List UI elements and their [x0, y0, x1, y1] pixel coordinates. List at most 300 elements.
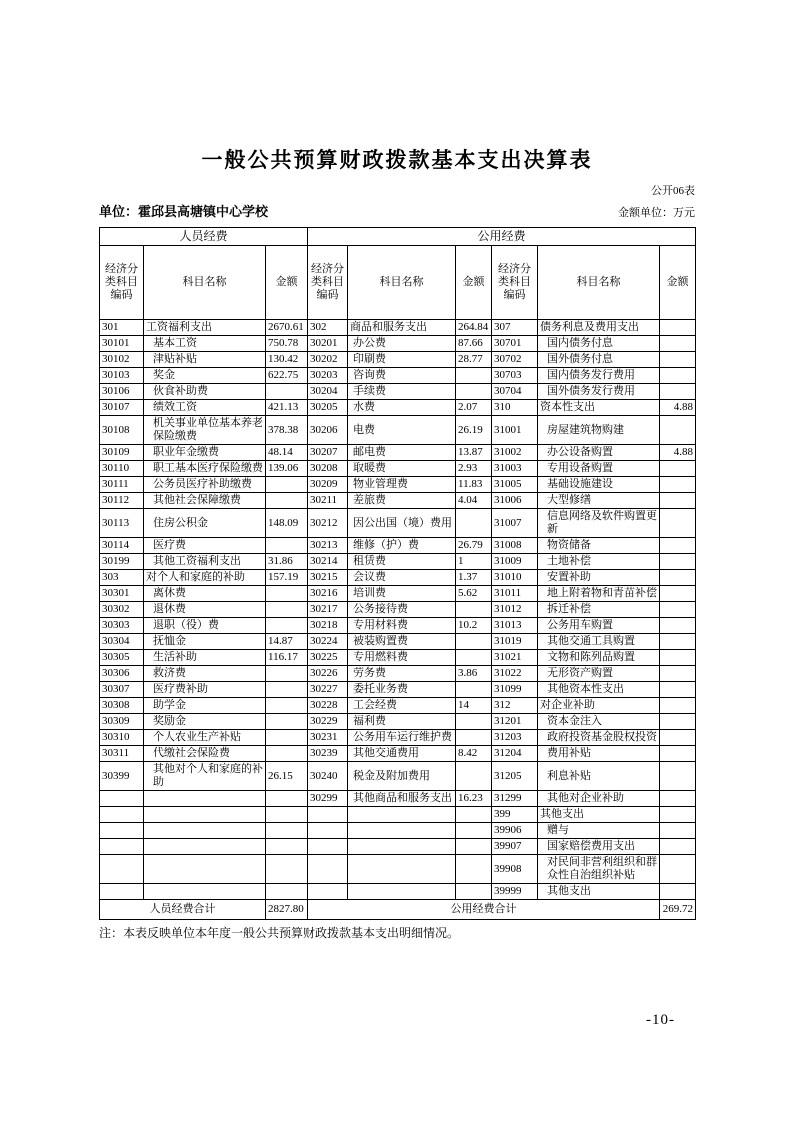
- amount-unit-label: 金额单位：万元: [618, 207, 695, 219]
- code-cell: 30114: [100, 538, 144, 554]
- code-cell: 31003: [492, 461, 538, 477]
- table-row: [100, 650, 696, 666]
- personnel-total-label: 人员经费合计: [100, 900, 266, 920]
- code-cell: 31022: [492, 666, 538, 682]
- table-row: [100, 666, 696, 682]
- subject-name-cell: [144, 807, 266, 823]
- table-row: [100, 839, 696, 855]
- table-row: [100, 762, 696, 791]
- code-cell: 30307: [100, 682, 144, 698]
- table-row: [100, 461, 696, 477]
- amount-cell: [266, 666, 308, 682]
- table-row: [100, 336, 696, 352]
- subject-name-cell: 其他工资福利支出: [144, 554, 266, 570]
- code-column-header: 经济分类科目编码: [308, 246, 348, 320]
- subject-name-cell: 取暖费: [348, 461, 456, 477]
- column-header-row: [100, 246, 696, 320]
- code-cell: 30107: [100, 400, 144, 416]
- group-header-row: [100, 228, 696, 246]
- code-cell: 30229: [308, 714, 348, 730]
- code-cell: 31019: [492, 634, 538, 650]
- amount-column-header: 金额: [660, 246, 696, 320]
- subject-name-cell: 安置补助: [538, 570, 660, 586]
- total-row: [100, 900, 696, 920]
- code-cell: 31013: [492, 618, 538, 634]
- code-cell: 30202: [308, 352, 348, 368]
- code-cell: 307: [492, 320, 538, 336]
- amount-cell: [266, 618, 308, 634]
- subject-name-cell: 公务用车购置: [538, 618, 660, 634]
- amount-cell: 378.38: [266, 416, 308, 445]
- amount-cell: [266, 884, 308, 900]
- amount-cell: [266, 538, 308, 554]
- amount-cell: [660, 493, 696, 509]
- code-cell: 31008: [492, 538, 538, 554]
- subject-name-cell: 伙食补助费: [144, 384, 266, 400]
- amount-cell: [456, 730, 492, 746]
- code-cell: 30209: [308, 477, 348, 493]
- code-cell: 30106: [100, 384, 144, 400]
- code-cell: 31010: [492, 570, 538, 586]
- subject-name-cell: 物资储备: [538, 538, 660, 554]
- amount-cell: [456, 762, 492, 791]
- amount-cell: [456, 602, 492, 618]
- amount-cell: [266, 791, 308, 807]
- subject-name-cell: 邮电费: [348, 445, 456, 461]
- subject-name-cell: 其他对个人和家庭的补助: [144, 762, 266, 791]
- amount-cell: 264.84: [456, 320, 492, 336]
- subject-name-cell: 国外债务付息: [538, 352, 660, 368]
- amount-cell: [660, 714, 696, 730]
- subject-name-cell: 差旅费: [348, 493, 456, 509]
- amount-cell: 13.87: [456, 445, 492, 461]
- amount-cell: 10.2: [456, 618, 492, 634]
- amount-cell: 130.42: [266, 352, 308, 368]
- amount-cell: [660, 320, 696, 336]
- code-cell: 30231: [308, 730, 348, 746]
- code-cell: 39907: [492, 839, 538, 855]
- amount-cell: 148.09: [266, 509, 308, 538]
- code-column-header: 经济分类科目编码: [492, 246, 538, 320]
- subject-name-cell: 对企业补助: [538, 698, 660, 714]
- code-cell: 30199: [100, 554, 144, 570]
- subject-name-cell: 其他社会保障缴费: [144, 493, 266, 509]
- subject-name-cell: 信息网络及软件购置更新: [538, 509, 660, 538]
- amount-cell: 2.93: [456, 461, 492, 477]
- amount-cell: [660, 762, 696, 791]
- table-row: [100, 682, 696, 698]
- subject-name-cell: 国家赔偿费用支出: [538, 839, 660, 855]
- subject-name-cell: 委托业务费: [348, 682, 456, 698]
- subject-name-cell: [348, 855, 456, 884]
- amount-cell: [456, 884, 492, 900]
- table-row: [100, 618, 696, 634]
- code-cell: 30304: [100, 634, 144, 650]
- code-cell: 39999: [492, 884, 538, 900]
- code-cell: 30103: [100, 368, 144, 384]
- amount-cell: [660, 336, 696, 352]
- code-cell: 30203: [308, 368, 348, 384]
- code-cell: [308, 839, 348, 855]
- code-cell: 30302: [100, 602, 144, 618]
- amount-column-header: 金额: [456, 246, 492, 320]
- amount-cell: 26.15: [266, 762, 308, 791]
- subject-name-cell: 税金及附加费用: [348, 762, 456, 791]
- subject-name-cell: [348, 823, 456, 839]
- code-cell: 30305: [100, 650, 144, 666]
- amount-cell: [660, 823, 696, 839]
- code-cell: 39906: [492, 823, 538, 839]
- amount-cell: 2.07: [456, 400, 492, 416]
- table-row: [100, 602, 696, 618]
- code-cell: [100, 807, 144, 823]
- code-cell: 30299: [308, 791, 348, 807]
- amount-cell: 31.86: [266, 554, 308, 570]
- amount-cell: [456, 650, 492, 666]
- subject-name-cell: 住房公积金: [144, 509, 266, 538]
- amount-cell: [456, 682, 492, 698]
- code-cell: 30303: [100, 618, 144, 634]
- subject-name-cell: 专用设备购置: [538, 461, 660, 477]
- amount-cell: [266, 746, 308, 762]
- code-cell: [308, 884, 348, 900]
- amount-cell: 4.04: [456, 493, 492, 509]
- subject-name-cell: [348, 884, 456, 900]
- amount-cell: [660, 618, 696, 634]
- subject-name-cell: 租赁费: [348, 554, 456, 570]
- amount-cell: [660, 746, 696, 762]
- amount-cell: 26.19: [456, 416, 492, 445]
- amount-cell: [660, 538, 696, 554]
- subject-name-cell: 代缴社会保险费: [144, 746, 266, 762]
- subject-name-cell: 办公设备购置: [538, 445, 660, 461]
- subject-name-cell: 办公费: [348, 336, 456, 352]
- subject-name-cell: 基础设施建设: [538, 477, 660, 493]
- subject-name-cell: 政府投资基金股权投资: [538, 730, 660, 746]
- subject-name-cell: 商品和服务支出: [348, 320, 456, 336]
- code-cell: [308, 855, 348, 884]
- personnel-total-amount: 2827.80: [266, 900, 308, 920]
- subject-name-cell: 国内债务付息: [538, 336, 660, 352]
- amount-cell: [266, 714, 308, 730]
- subject-name-cell: 资本金注入: [538, 714, 660, 730]
- amount-cell: 3.86: [456, 666, 492, 682]
- table-row: [100, 730, 696, 746]
- subject-name-cell: 其他商品和服务支出: [348, 791, 456, 807]
- code-cell: 30217: [308, 602, 348, 618]
- code-column-header: 经济分类科目编码: [100, 246, 144, 320]
- subject-name-cell: [144, 855, 266, 884]
- code-cell: 30228: [308, 698, 348, 714]
- amount-cell: [660, 416, 696, 445]
- subject-name-cell: 个人农业生产补贴: [144, 730, 266, 746]
- amount-cell: [660, 730, 696, 746]
- amount-cell: 116.17: [266, 650, 308, 666]
- amount-cell: [266, 586, 308, 602]
- amount-cell: 14.87: [266, 634, 308, 650]
- amount-cell: 157.19: [266, 570, 308, 586]
- subject-name-cell: 对个人和家庭的补助: [144, 570, 266, 586]
- code-cell: 312: [492, 698, 538, 714]
- code-cell: 399: [492, 807, 538, 823]
- amount-cell: 1.37: [456, 570, 492, 586]
- subject-name-cell: 津贴补贴: [144, 352, 266, 368]
- amount-cell: [660, 461, 696, 477]
- code-cell: 30702: [492, 352, 538, 368]
- subject-name-cell: 绩效工资: [144, 400, 266, 416]
- subject-name-cell: 费用补贴: [538, 746, 660, 762]
- code-cell: 30113: [100, 509, 144, 538]
- amount-cell: [660, 650, 696, 666]
- code-cell: 30399: [100, 762, 144, 791]
- amount-cell: 11.83: [456, 477, 492, 493]
- name-column-header: 科目名称: [538, 246, 660, 320]
- table-row: [100, 791, 696, 807]
- amount-cell: [660, 602, 696, 618]
- subject-name-cell: 无形资产购置: [538, 666, 660, 682]
- amount-cell: 622.75: [266, 368, 308, 384]
- code-cell: 30212: [308, 509, 348, 538]
- table-row: [100, 384, 696, 400]
- code-cell: 30216: [308, 586, 348, 602]
- subject-name-cell: 物业管理费: [348, 477, 456, 493]
- amount-cell: [266, 855, 308, 884]
- subject-name-cell: [348, 807, 456, 823]
- amount-cell: [660, 884, 696, 900]
- code-cell: [100, 855, 144, 884]
- code-cell: 31201: [492, 714, 538, 730]
- code-cell: 31006: [492, 493, 538, 509]
- code-cell: 30108: [100, 416, 144, 445]
- amount-cell: 28.77: [456, 352, 492, 368]
- amount-cell: 2670.61: [266, 320, 308, 336]
- amount-cell: [660, 586, 696, 602]
- code-cell: 31001: [492, 416, 538, 445]
- table-row: [100, 445, 696, 461]
- amount-cell: [660, 554, 696, 570]
- code-cell: 31203: [492, 730, 538, 746]
- code-cell: 31204: [492, 746, 538, 762]
- code-cell: 30206: [308, 416, 348, 445]
- subject-name-cell: 工资福利支出: [144, 320, 266, 336]
- subject-name-cell: 大型修缮: [538, 493, 660, 509]
- code-cell: 31005: [492, 477, 538, 493]
- code-cell: 30208: [308, 461, 348, 477]
- form-code-label: 公开06表: [651, 185, 695, 197]
- page-title: 一般公共预算财政拨款基本支出决算表: [201, 148, 593, 172]
- amount-cell: [266, 477, 308, 493]
- subject-name-cell: 债务利息及费用支出: [538, 320, 660, 336]
- code-cell: 30207: [308, 445, 348, 461]
- subject-name-cell: 医疗费: [144, 538, 266, 554]
- amount-cell: [660, 839, 696, 855]
- amount-cell: [456, 714, 492, 730]
- code-cell: 30701: [492, 336, 538, 352]
- amount-cell: [660, 368, 696, 384]
- amount-cell: [266, 602, 308, 618]
- amount-cell: 48.14: [266, 445, 308, 461]
- subject-name-cell: 印刷费: [348, 352, 456, 368]
- table-row: [100, 823, 696, 839]
- subject-name-cell: 培训费: [348, 586, 456, 602]
- amount-cell: [660, 791, 696, 807]
- table-row: [100, 400, 696, 416]
- code-cell: 310: [492, 400, 538, 416]
- amount-cell: [266, 682, 308, 698]
- amount-cell: [660, 384, 696, 400]
- subject-name-cell: 赠与: [538, 823, 660, 839]
- amount-cell: 87.66: [456, 336, 492, 352]
- subject-name-cell: 离休费: [144, 586, 266, 602]
- code-cell: 30102: [100, 352, 144, 368]
- subject-name-cell: [348, 839, 456, 855]
- public-total-amount: 269.72: [660, 900, 696, 920]
- amount-cell: [660, 666, 696, 682]
- code-cell: 31002: [492, 445, 538, 461]
- subject-name-cell: 公务接待费: [348, 602, 456, 618]
- subject-name-cell: 退休费: [144, 602, 266, 618]
- subject-name-cell: 其他对企业补助: [538, 791, 660, 807]
- amount-cell: [266, 730, 308, 746]
- subject-name-cell: 其他支出: [538, 884, 660, 900]
- amount-cell: 421.13: [266, 400, 308, 416]
- table-row: [100, 554, 696, 570]
- subject-name-cell: 劳务费: [348, 666, 456, 682]
- subject-name-cell: 拆迁补偿: [538, 602, 660, 618]
- code-cell: 30226: [308, 666, 348, 682]
- amount-cell: [456, 839, 492, 855]
- table-row: [100, 477, 696, 493]
- subject-name-cell: 房屋建筑物购建: [538, 416, 660, 445]
- code-cell: 30111: [100, 477, 144, 493]
- code-cell: 30308: [100, 698, 144, 714]
- table-row: [100, 746, 696, 762]
- code-cell: 30301: [100, 586, 144, 602]
- amount-cell: [456, 855, 492, 884]
- code-cell: 31011: [492, 586, 538, 602]
- document-content: [99, 148, 695, 941]
- amount-cell: [660, 698, 696, 714]
- amount-cell: [660, 855, 696, 884]
- subject-name-cell: 奖励金: [144, 714, 266, 730]
- subject-name-cell: [144, 823, 266, 839]
- unit-label: 单位：霍邱县高塘镇中心学校: [99, 204, 269, 219]
- amount-cell: 1: [456, 554, 492, 570]
- amount-cell: [456, 634, 492, 650]
- amount-cell: 14: [456, 698, 492, 714]
- subject-name-cell: 维修（护）费: [348, 538, 456, 554]
- code-cell: 30311: [100, 746, 144, 762]
- subject-name-cell: 基本工资: [144, 336, 266, 352]
- table-row: [100, 855, 696, 884]
- subject-name-cell: 其他资本性支出: [538, 682, 660, 698]
- code-cell: 31299: [492, 791, 538, 807]
- code-cell: 30306: [100, 666, 144, 682]
- subject-name-cell: 奖金: [144, 368, 266, 384]
- name-column-header: 科目名称: [144, 246, 266, 320]
- amount-cell: [456, 509, 492, 538]
- name-column-header: 科目名称: [348, 246, 456, 320]
- subject-name-cell: 公务用车运行维护费: [348, 730, 456, 746]
- code-cell: [100, 839, 144, 855]
- amount-cell: 5.62: [456, 586, 492, 602]
- amount-cell: [266, 807, 308, 823]
- amount-cell: [456, 384, 492, 400]
- table-row: [100, 634, 696, 650]
- subject-name-cell: 国内债务发行费用: [538, 368, 660, 384]
- code-cell: [308, 823, 348, 839]
- personnel-group-header: 人员经费: [100, 228, 308, 246]
- code-cell: 30109: [100, 445, 144, 461]
- table-row: [100, 509, 696, 538]
- subject-name-cell: 助学金: [144, 698, 266, 714]
- code-cell: 30214: [308, 554, 348, 570]
- subject-name-cell: 对民间非营利组织和群众性自治组织补贴: [538, 855, 660, 884]
- amount-cell: [456, 807, 492, 823]
- subject-name-cell: 文物和陈列品购置: [538, 650, 660, 666]
- code-cell: 30224: [308, 634, 348, 650]
- subject-name-cell: 利息补贴: [538, 762, 660, 791]
- table-row: [100, 416, 696, 445]
- public-group-header: 公用经费: [308, 228, 696, 246]
- table-row: [100, 320, 696, 336]
- code-cell: 30309: [100, 714, 144, 730]
- subject-name-cell: 专用燃料费: [348, 650, 456, 666]
- code-cell: 30225: [308, 650, 348, 666]
- subject-name-cell: 公务员医疗补助缴费: [144, 477, 266, 493]
- subject-name-cell: 地上附着物和青苗补偿: [538, 586, 660, 602]
- amount-cell: [660, 682, 696, 698]
- subject-name-cell: 其他交通工具购置: [538, 634, 660, 650]
- subject-name-cell: 咨询费: [348, 368, 456, 384]
- code-cell: 31099: [492, 682, 538, 698]
- code-cell: 39908: [492, 855, 538, 884]
- subject-name-cell: 水费: [348, 400, 456, 416]
- subject-name-cell: [144, 884, 266, 900]
- code-cell: 31021: [492, 650, 538, 666]
- amount-cell: [660, 477, 696, 493]
- subject-name-cell: [144, 791, 266, 807]
- amount-cell: [456, 368, 492, 384]
- table-row: [100, 714, 696, 730]
- amount-cell: 139.06: [266, 461, 308, 477]
- table-row: [100, 570, 696, 586]
- amount-cell: [266, 384, 308, 400]
- table-row: [100, 538, 696, 554]
- table-row: [100, 807, 696, 823]
- amount-cell: [266, 493, 308, 509]
- table-row: [100, 698, 696, 714]
- amount-cell: 4.88: [660, 400, 696, 416]
- footnote: 注：本表反映单位本年度一般公共预算财政拨款基本支出明细情况。: [99, 926, 460, 940]
- code-cell: 30310: [100, 730, 144, 746]
- code-cell: 31205: [492, 762, 538, 791]
- amount-cell: [660, 634, 696, 650]
- amount-cell: [660, 352, 696, 368]
- code-cell: 30201: [308, 336, 348, 352]
- subject-name-cell: 医疗费补助: [144, 682, 266, 698]
- table-body: [100, 320, 696, 900]
- amount-cell: 26.79: [456, 538, 492, 554]
- subject-name-cell: 职工基本医疗保险缴费: [144, 461, 266, 477]
- subject-name-cell: 福利费: [348, 714, 456, 730]
- code-cell: 30110: [100, 461, 144, 477]
- code-cell: 30704: [492, 384, 538, 400]
- subject-name-cell: 会议费: [348, 570, 456, 586]
- subject-name-cell: 救济费: [144, 666, 266, 682]
- subject-name-cell: 退职（役）费: [144, 618, 266, 634]
- subject-name-cell: [144, 839, 266, 855]
